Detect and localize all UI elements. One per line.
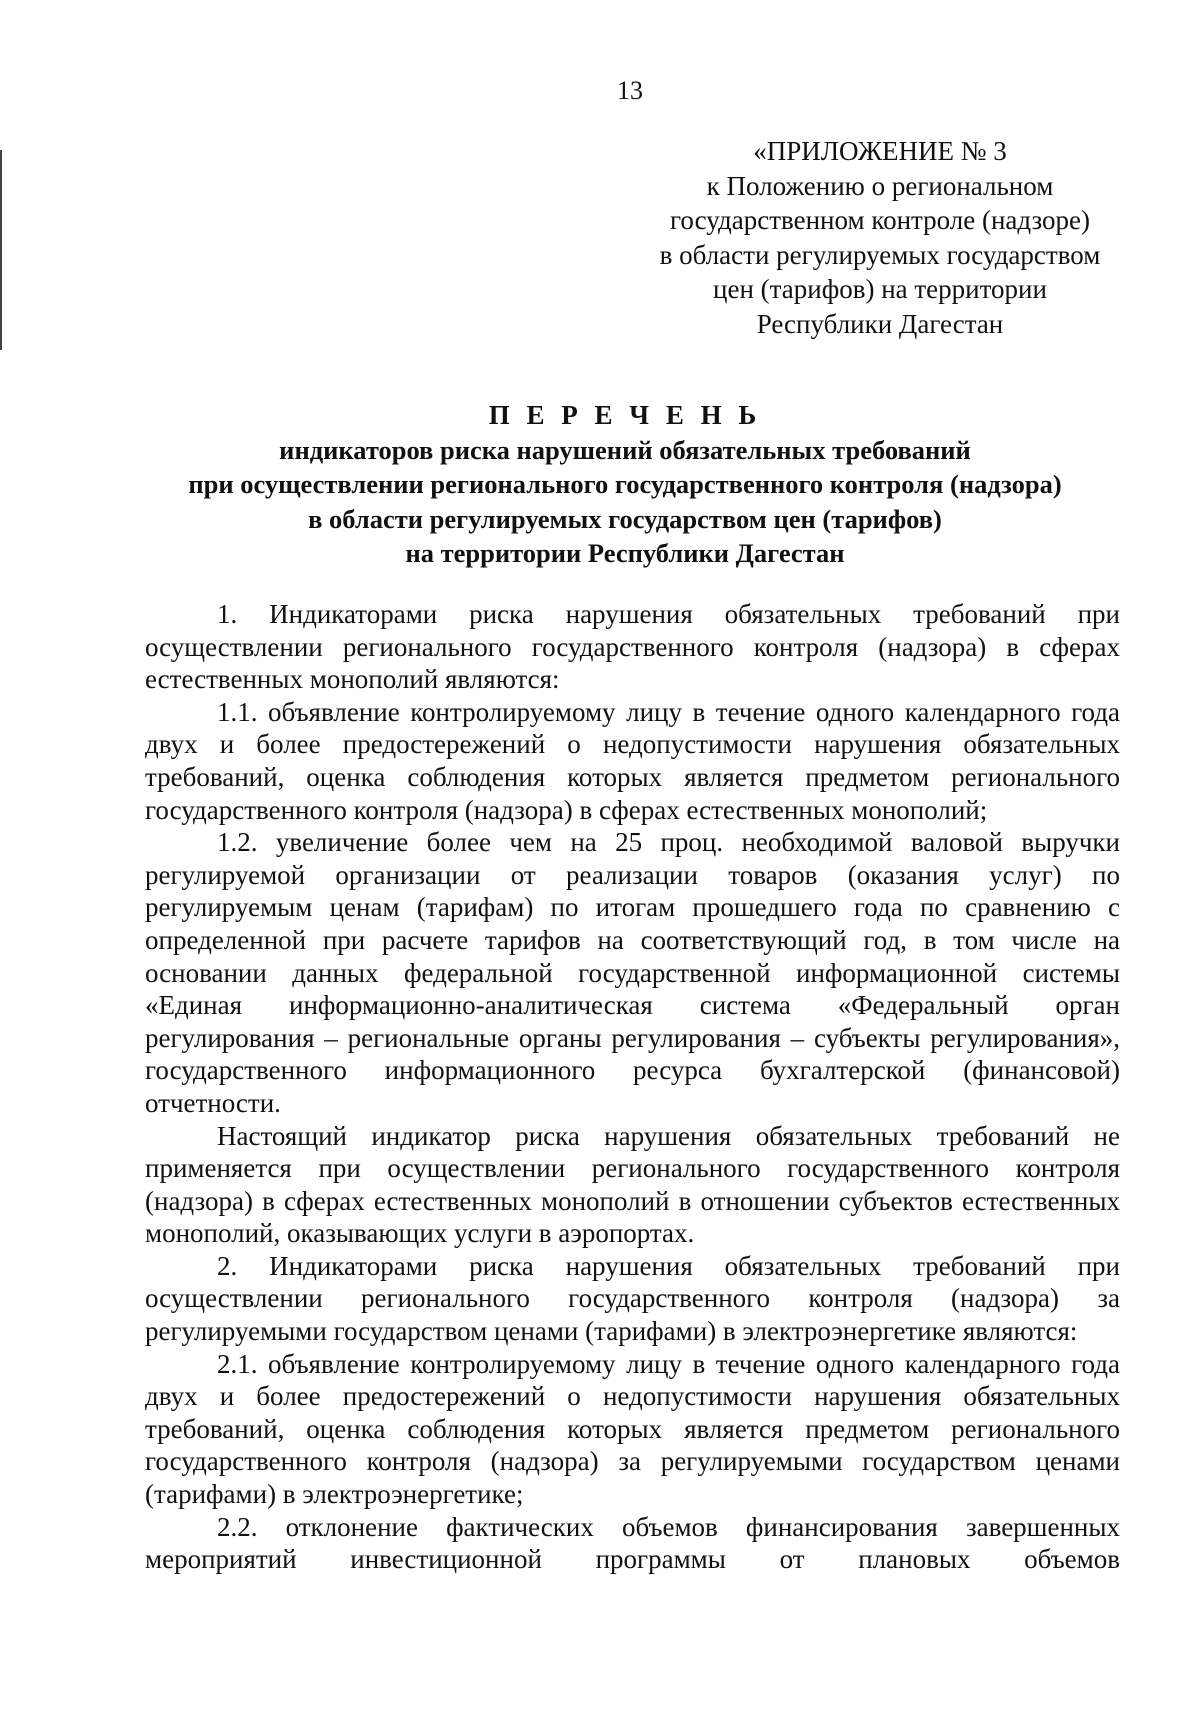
title-line: на территории Республики Дагестан bbox=[405, 538, 845, 568]
annex-line: Республики Дагестан bbox=[756, 308, 1004, 339]
title-heading: П Е Р Е Ч Е Н Ь bbox=[488, 400, 762, 430]
annex-header bbox=[610, 134, 1150, 341]
paragraph: 2.2. отклонение фактических объемов финансирования завершенных мероприятий инвестиционной программы от плановых объемов bbox=[145, 1511, 1120, 1575]
document-title bbox=[120, 398, 1130, 571]
paragraph: 1. Индикаторами риска нарушения обязательных требований при осуществлении регионального государственного контроля (надзора) в сферах естественных монополий являются: bbox=[145, 599, 1120, 695]
title-line: в области регулируемых государством цен (тарифов) bbox=[308, 503, 942, 534]
document-body bbox=[145, 598, 1120, 1576]
paragraph: Настоящий индикатор риска нарушения обязательных требований не применяется при осуществлении регионального государственного контроля (надзора) в сферах естественных монополий в отношении субъектов естественных монополий, оказывающих услуги в аэропортах. bbox=[145, 1120, 1120, 1249]
paragraph: 2. Индикаторами риска нарушения обязательных требований при осуществлении регионального государственного контроля (надзора) за регулируемыми государством ценами (тарифами) в электроэнергетике являются: bbox=[145, 1250, 1120, 1347]
title-line: при осуществлении регионального государственного контроля (надзора) bbox=[188, 469, 1062, 499]
annex-line: «ПРИЛОЖЕНИЕ № 3 bbox=[753, 136, 1007, 166]
scan-edge-mark bbox=[0, 150, 2, 350]
paragraph: 1.2. увеличение более чем на 25 проц. необходимой валовой выручки регулируемой организации от реализации товаров (оказания услуг) по регулируемым ценам (тарифам) по итогам прошедшего года по сравнению с определенной при расчете тарифов на соответствующий год, в том числе на основании данных федеральной государственной информационной системы «Единая информационно-аналитическая система «Федеральный орган регулирования – региональные органы регулирования – субъекты регулирования», государственного информационного ресурса бухгалтерской (финансовой) отчетности. bbox=[145, 827, 1120, 1118]
annex-line: государственном контроле (надзоре) bbox=[670, 205, 1090, 235]
annex-line: в области регулируемых государством bbox=[659, 239, 1101, 270]
page-number: 13 bbox=[617, 76, 643, 105]
annex-line: к Положению о региональном bbox=[706, 170, 1054, 201]
annex-line: цен (тарифов) на территории bbox=[713, 274, 1047, 304]
paragraph: 1.1. объявление контролируемому лицу в течение одного календарного года двух и более предостережений о недопустимости нарушения обязательных требований, оценка соблюдения которых является предметом регионального государственного контроля (надзора) в сферах естественных монополий; bbox=[145, 696, 1120, 825]
title-line: индикаторов риска нарушений обязательных требований bbox=[279, 434, 971, 465]
paragraph: 2.1. объявление контролируемому лицу в течение одного календарного года двух и более предостережений о недопустимости нарушения обязательных требований, оценка соблюдения которых является предметом регионального государственного контроля (надзора) за регулируемыми государством ценами (тарифами) в электроэнергетике; bbox=[145, 1348, 1120, 1510]
